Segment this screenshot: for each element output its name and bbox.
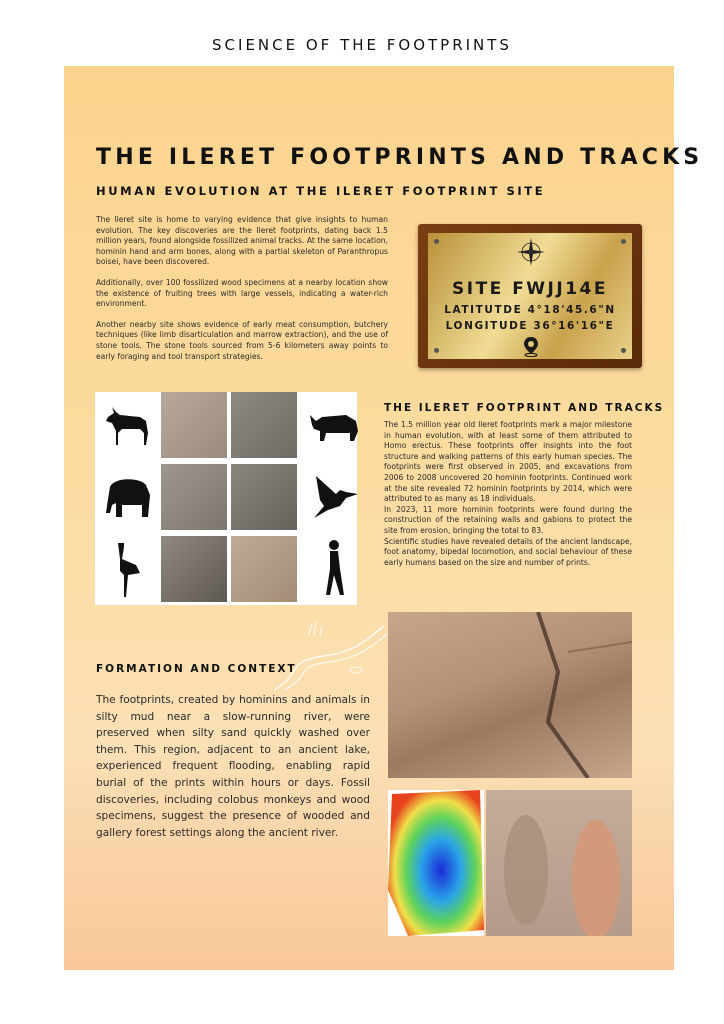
- rivet-icon: [434, 348, 439, 353]
- single-print-photo: [231, 536, 297, 602]
- antelope-icon: [95, 392, 161, 458]
- formation-text: The footprints, created by hominins and animals in silty mud near a slow-running river, were preserved when silty sand quickly washed over them. This region, adjacent to an ancient lake, experienced frequent flooding, enabling rapid burial of the prints within hours or days. Fossil discoveries, including colobus monkeys and wood specimens, suggest the presence of wooded and gallery forest settings along the ancient river.: [96, 694, 370, 839]
- tracks-heading: THE ILERET FOOTPRINT AND TRACKS: [384, 402, 665, 414]
- intro-paragraph: Additionally, over 100 fossilized wood specimens at a nearby location show the existence of fruiting trees with large vessels, indicating a water-rich environment.: [96, 277, 388, 309]
- foot-comparison-photo: [486, 790, 632, 936]
- scale-bar-photo: [161, 536, 227, 602]
- map-pin-icon: [520, 335, 542, 357]
- track-photo: [231, 392, 297, 458]
- compass-rose-icon: [516, 237, 546, 267]
- tracks-text: [384, 420, 632, 568]
- formation-heading: FORMATION AND CONTEXT: [96, 663, 297, 675]
- tracks-paragraph: Scientific studies have revealed details of the ancient landscape, foot anatomy, bipedal locomotion, and social behaviour of these early humans based on the size and number of prints.: [384, 536, 632, 567]
- rivet-icon: [621, 348, 626, 353]
- site-plaque: [418, 224, 642, 368]
- river-line-art: [264, 612, 394, 692]
- intro-paragraph: Another nearby site shows evidence of early meat consumption, butchery techniques (like limb disarticulation and marrow extraction), and the use of stone tools. The stone tools sourced from 5-6 kilometers away points to early foraging and tool transport strategies.: [96, 319, 388, 361]
- footprint-photo: [161, 464, 227, 530]
- animal-tracks-grid: [95, 392, 357, 605]
- longitude-label: LONGITUDE 36°16'16"E: [445, 320, 615, 332]
- page-header-title: SCIENCE OF THE FOOTPRINTS: [212, 36, 512, 54]
- poster-title: THE ILERET FOOTPRINTS AND TRACKS: [96, 145, 704, 170]
- hoofprint-photo: [161, 392, 227, 458]
- plaque-gold-panel: [428, 233, 632, 359]
- rivet-icon: [434, 239, 439, 244]
- tracks-paragraph: In 2023, 11 more hominin footprints were found during the construction of the retaining walls and gabions to protect the site from erosion, bringing the total to 83.: [384, 504, 632, 535]
- tracks-paragraph: The 1.5 million year old Ileret footprints mark a major milestone in human evolution, with at least some of them attributed to Homo erectus. These footprints offer insights into the foot structure and walking patterns of this early human species. The footprints were first observed in 2005, and excavations from 2006 to 2008 uncovered 20 hominin footprints. Continued work at the site revealed 72 hominin footprints by 2014, which were attributed to as many as 18 individuals.: [384, 420, 632, 504]
- human-walking-icon: [301, 536, 367, 602]
- rivet-icon: [621, 239, 626, 244]
- poster-subtitle: HUMAN EVOLUTION AT THE ILERET FOOTPRINT SITE: [96, 184, 546, 198]
- crane-icon: [95, 536, 161, 602]
- excavation-site-photo: [388, 612, 632, 778]
- intro-paragraph: The Ileret site is home to varying evidence that give insights to human evolution. The key discoveries are the Ileret footprints, dating back 1.5 million years, found alongside fossilized animal tracks. At the same location, hominin hand and arm bones, along with a partial skeleton of Paranthropus boisei, have been discovered.: [96, 215, 388, 267]
- rhino-icon: [301, 392, 367, 458]
- site-id-label: SITE FWJJ14E: [452, 279, 608, 299]
- footprint-heatmap-image: [388, 790, 484, 936]
- pelican-icon: [301, 464, 367, 530]
- latitude-label: LATITUTDE 4°18'45.6"N: [444, 304, 616, 316]
- intro-text: [96, 215, 388, 372]
- elephant-icon: [95, 464, 161, 530]
- print-cast-photo: [231, 464, 297, 530]
